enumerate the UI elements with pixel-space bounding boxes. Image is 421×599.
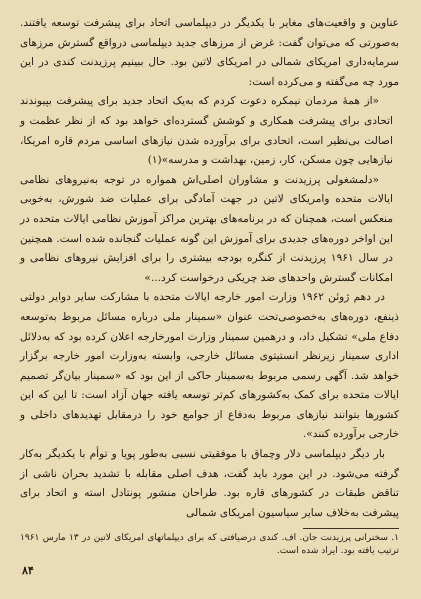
footnote: ۱. سخنرانی پرزیدنت جان. اف. کندی درضیافتی که برای دیپلماتهای امریکای لاتین در ۱۳ مارس ۱۹۶۱ ترتیب یافته بود. ایراد شده است. bbox=[20, 533, 399, 557]
paragraph-dollar-diplomacy: بار دیگر دیپلماسی دلار وچماق با موفقیتی نسبی به‌طور پویا و توأم با یکدیگر به‌کار گرفته می‌شود. در این مورد باید گفت، هدف اصلی مقابله با تشدید بحران ناشی از تناقض طبقات در کشورهای قاره بود. طراحان منشور پونتادل استه و اتحاد برای پیشرفت به‌خلاف سایر سیاسیون امریکای شمالی bbox=[20, 448, 399, 519]
quote-kennedy: «از همهٔ مردمان نیمکره دعوت کردم که بەیک اتحاد جدید برای پیشرفت بپیوندند اتحادی برای پیشرفت همکاری و کوشش گسترده‌ای خواهد بود که از نظر عظمت و اصالت بی‌نظیر است، اتحادی برای برآورده شدن نیازهای اساسی مردم قاره امریکا، نیازهایی چون مسکن، کار، زمین، بهداشت و مدرسه»(۱) bbox=[20, 95, 393, 167]
page-number: ۸۴ bbox=[22, 564, 34, 577]
paragraph-seminar: در دهم ژوئن ۱۹۶۲ وزارت امور خارجه ایالات متحده با مشارکت سایر دوایر دولتی ذینفع، دوره‌های بەخصوصی‌تحت عنوان «سمینار ملی درباره مسائل مربوط بەتوسعه دفاع ملی» تشکیل داد، و درهمین سمینار وزارت امورخارجه اعلان کرده بود که بەدلائل اداری سمینار زیرنظر انستیتوی مسائل خارجی، وابسته به‌وزارت امور خارجه برگزار خواهد شد. آگهی رسمی مربوط به‌سمینار حاکی از این بود که «سمینار بیان‌گر تصمیم ایالات متحده برای کمک به‌کشورهای کم‌تر توسعه یافته جهان آزاد است: تا این که این کشورها بتوانند نیازهای مربوط به‌دفاع از جوامع خود را درمقابل تهدیدهای داخلی و خارجی برآورده کنند». bbox=[20, 291, 399, 441]
footnote-divider bbox=[303, 528, 399, 529]
paragraph-intro: عناوین و واقعیت‌های مغایر با یکدیگر در دیپلماسی اتحاد برای پیشرفت توسعه یافتند. بەصورتی که می‌توان گفت: غرض از مرزهای جدید دیپلماسی درواقع گسترش مرزهای سرمایه‌داری امریکای شمالی در امریکای لاتین بود. حال ببینیم پرزیدنت کندی در این مورد چه می‌گفته و می‌کرده است: bbox=[20, 17, 399, 88]
quote-counterinsurgency: «دلمشغولی پرزیدنت و مشاوران اصلی‌اش همواره در توجه به‌نیروهای نظامی ایالات متحده وامریکای لاتین در جهت آمادگی برای عملیات ضد شورش، بەخوبی منعکس است، همچنان که در برنامه‌های بهترین مراکز آموزش نظامی ایالات متحده در این اواخر دوره‌های جدیدی برای آموزش این گونه عملیات گنجانده شده است. همچنین در سال ۱۹۶۱ پرزیدنت از کنگره بودجه بیشتری را برای افزایش نیروهای نظامی و امکانات گسترش واحدهای ضد چریکی درخواست کرد...» bbox=[20, 173, 393, 284]
